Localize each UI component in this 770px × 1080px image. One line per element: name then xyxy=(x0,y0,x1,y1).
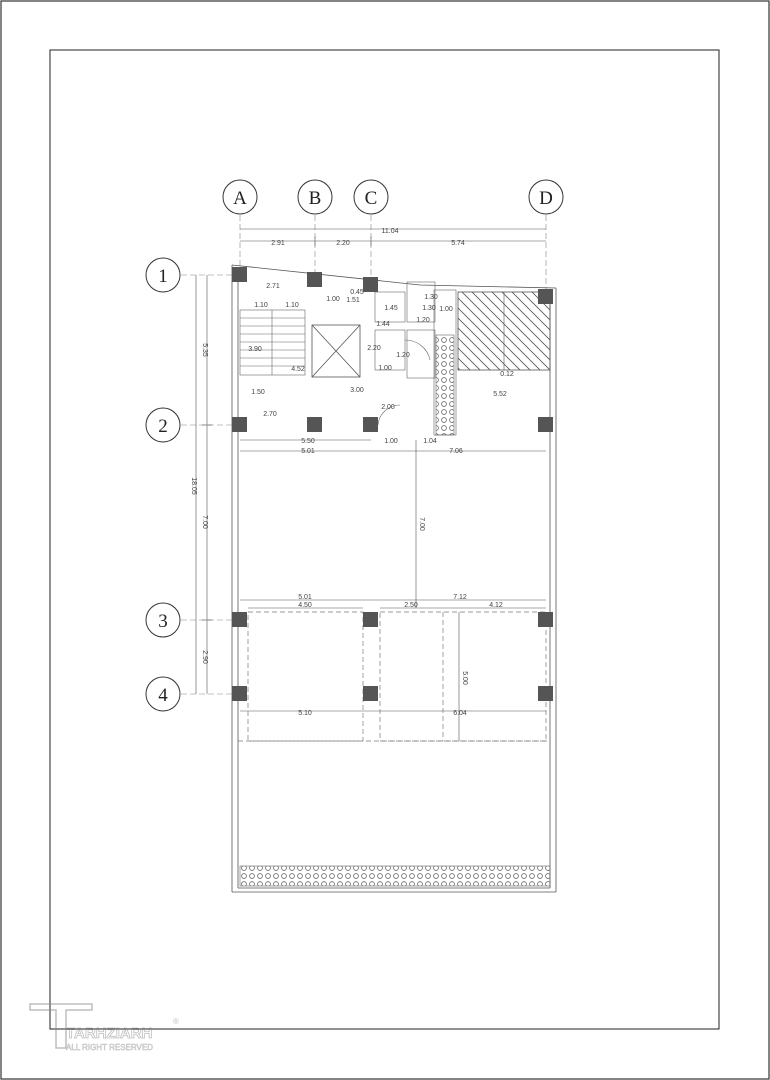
parking-bays xyxy=(238,612,550,741)
grid-bubble-2 xyxy=(146,408,180,442)
dim-145: 1.45 xyxy=(384,305,398,312)
dim-b-c: 2.20 xyxy=(336,240,350,247)
ramp-hatch xyxy=(458,292,550,370)
column-A4 xyxy=(232,686,247,701)
dim-100-wc: 1.00 xyxy=(439,306,453,313)
dim-550: 5.50 xyxy=(301,438,315,445)
dim-door-104: 1.04 xyxy=(423,438,437,445)
grid-label-D: D xyxy=(539,188,553,209)
dim-overall: 11.04 xyxy=(381,228,399,235)
column-C3 xyxy=(363,612,378,627)
elevator-shaft xyxy=(312,325,360,377)
grid-bubble-1 xyxy=(146,258,180,292)
grid-label-B: B xyxy=(308,188,322,209)
grid-label-C: C xyxy=(364,188,378,209)
planter-hedge-bottom xyxy=(240,866,550,886)
grid-bubble-B xyxy=(298,180,332,214)
dim-270: 2.70 xyxy=(263,411,277,418)
dim-row3-712: 7.12 xyxy=(453,594,467,601)
column-D3 xyxy=(538,612,553,627)
column-C4 xyxy=(363,686,378,701)
dim-bottom-604: 6.04 xyxy=(453,710,467,717)
dim-200: 2.00 xyxy=(381,404,395,411)
dim-110b: 1.10 xyxy=(285,302,299,309)
dim-130b: 1.30 xyxy=(424,294,438,301)
logo-registered-mark: ® xyxy=(173,1017,179,1026)
dim-110a: 1.10 xyxy=(254,302,268,309)
dim-012: 0.12 xyxy=(500,371,514,378)
column-D1 xyxy=(538,289,553,304)
dim-row3-412: 4.12 xyxy=(489,602,503,609)
dim-2-3: 7.00 xyxy=(201,515,208,529)
column-B1 xyxy=(307,272,322,287)
column-A3 xyxy=(232,612,247,627)
dim-501: 5.01 xyxy=(301,448,315,455)
grid-label-A: A xyxy=(233,188,247,209)
grid-bubble-4 xyxy=(146,677,180,711)
dim-100-wc2: 1.00 xyxy=(378,365,392,372)
dim-total-vertical: 18.05 xyxy=(190,477,197,495)
dim-row4-500: 5.00 xyxy=(461,671,468,685)
dim-220: 2.20 xyxy=(367,345,381,352)
grid-bubble-A xyxy=(223,180,257,214)
grid-label-2: 2 xyxy=(158,416,168,437)
dim-row3-450: 4.50 xyxy=(298,602,312,609)
planter-vertical xyxy=(436,335,454,435)
dim-bottom-510: 5.10 xyxy=(298,710,312,717)
column-A1 xyxy=(232,267,247,282)
logo-brand-text: TARHZIARH xyxy=(66,1025,153,1042)
dim-1-2: 5.35 xyxy=(201,343,208,357)
dim-552: 5.52 xyxy=(493,391,507,398)
dim-151: 1.51 xyxy=(346,297,360,304)
column-D4 xyxy=(538,686,553,701)
grid-label-4: 4 xyxy=(158,685,168,706)
dim-130: 1.30 xyxy=(422,305,436,312)
grid-bubble-D xyxy=(529,180,563,214)
dim-045: 0.45 xyxy=(350,289,364,296)
dim-300: 3.00 xyxy=(350,387,364,394)
dim-row3-250: 2.50 xyxy=(404,602,418,609)
dim-271: 2.71 xyxy=(266,283,280,290)
column-A2 xyxy=(232,417,247,432)
grid-label-1: 1 xyxy=(158,266,168,287)
dim-120a: 1.20 xyxy=(416,317,430,324)
dim-100: 1.00 xyxy=(326,296,340,303)
grid-bubble-3 xyxy=(146,603,180,637)
logo-tagline-text: ALL RIGHT RESERVED xyxy=(66,1043,153,1052)
grid-label-3: 3 xyxy=(158,611,168,632)
grid-bubble-C xyxy=(354,180,388,214)
column-B2 xyxy=(307,417,322,432)
dim-452: 4.52 xyxy=(291,366,305,373)
dim-120b: 1.20 xyxy=(396,352,410,359)
dim-c-d: 5.74 xyxy=(451,240,465,247)
dim-700-mid: 7.00 xyxy=(418,517,425,531)
dim-door-100: 1.00 xyxy=(384,438,398,445)
dim-a-b: 2.91 xyxy=(271,240,285,247)
watermark-logo xyxy=(30,1004,179,1052)
dim-706: 7.06 xyxy=(449,448,463,455)
dim-3-4: 2.90 xyxy=(201,650,208,664)
dim-144: 1.44 xyxy=(376,321,390,328)
sheet-outer-border xyxy=(1,1,769,1079)
column-D2 xyxy=(538,417,553,432)
dim-390: 3.90 xyxy=(248,346,262,353)
dim-150: 1.50 xyxy=(251,389,265,396)
column-C2 xyxy=(363,417,378,432)
column-C1 xyxy=(363,277,378,292)
dim-row3-501: 5.01 xyxy=(298,594,312,601)
